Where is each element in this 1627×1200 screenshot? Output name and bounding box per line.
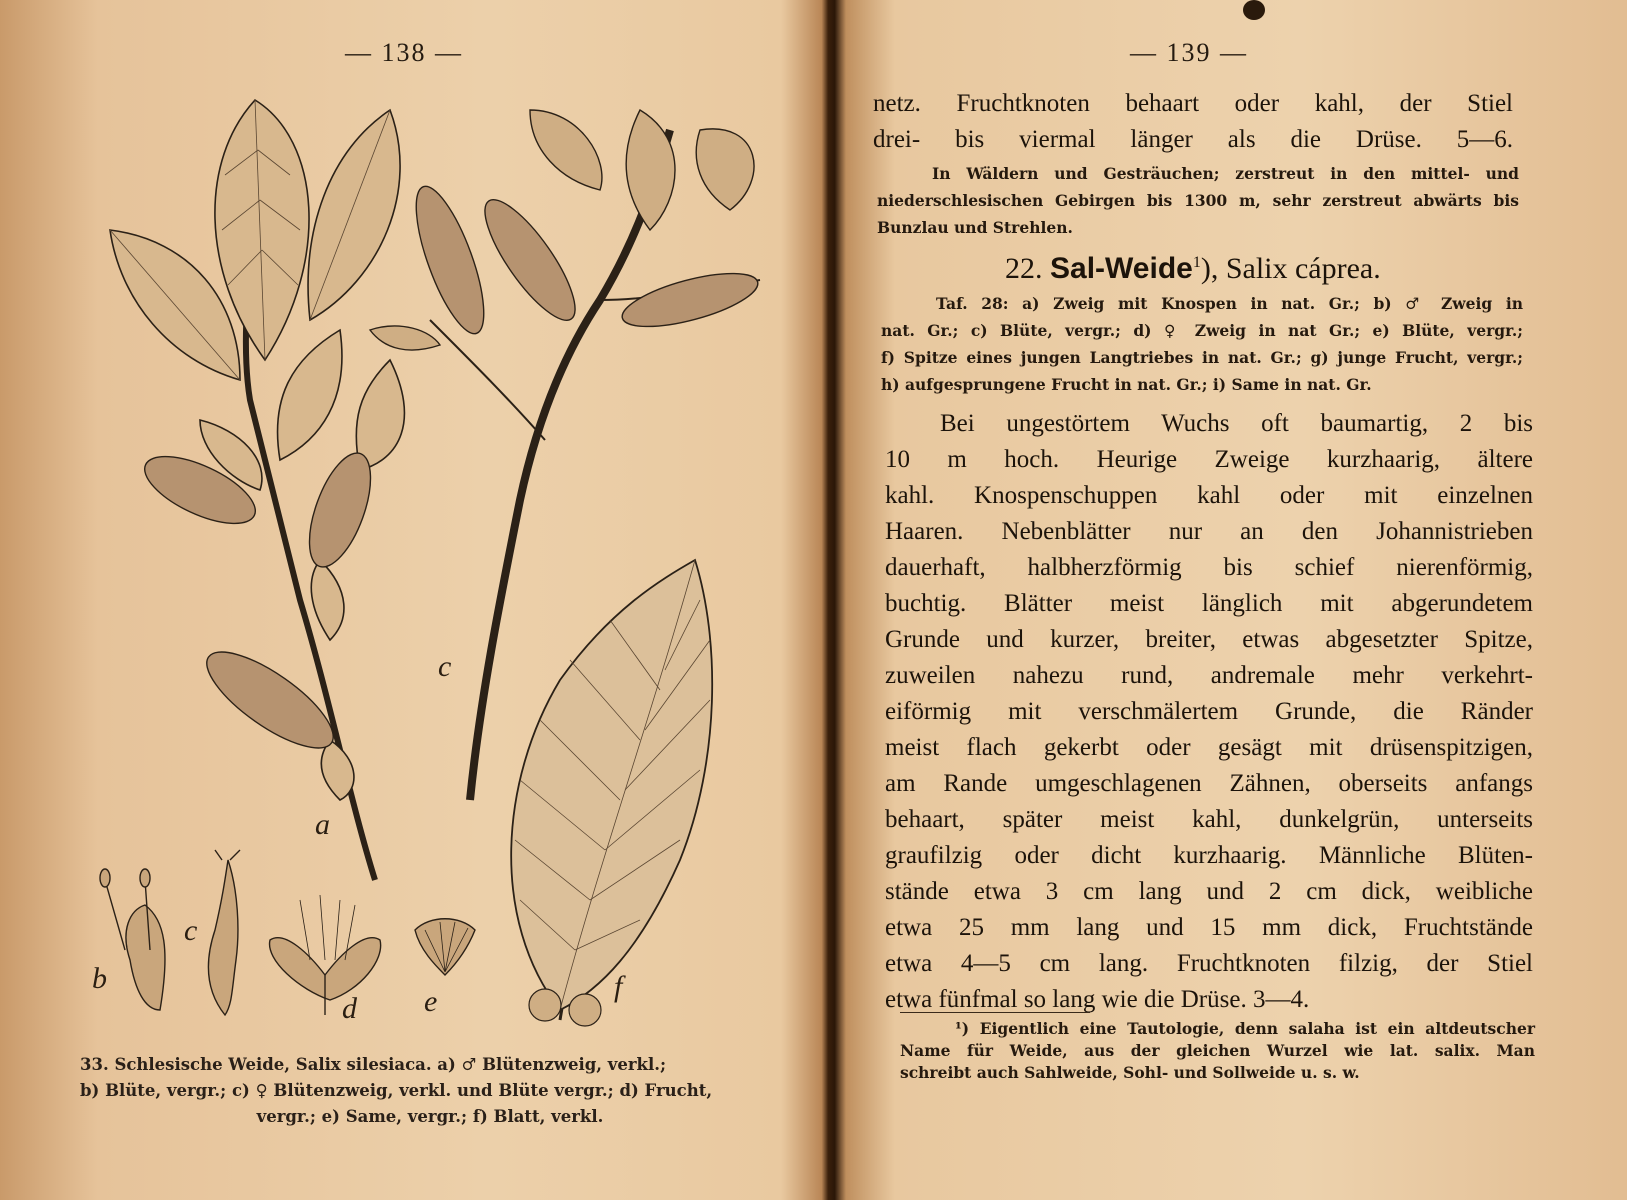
figure-label-a: a (315, 808, 330, 841)
right-page (835, 0, 1627, 1200)
text-line: In Wäldern und Gesträuchen; zerstreut in den mittel- und (932, 164, 1519, 183)
text-line: 10 m hoch. Heurige Zweige kurzhaarig, ältere (885, 446, 1533, 473)
text-line: meist flach gekerbt oder gesägt mit drüsenspitzigen, (885, 734, 1533, 761)
ink-stain (1243, 0, 1265, 20)
leaf (626, 110, 675, 230)
text-line: zuweilen nahezu rund, andremale mehr verkehrt- (885, 662, 1533, 689)
text-line: graufilzig oder dicht kurzhaarig. Männliche Blüten- (885, 842, 1533, 869)
text-line: am Rande umgeschlagenen Zähnen, oberseits anfangs (885, 770, 1533, 797)
species-name: Sal-Weide (1050, 252, 1193, 285)
text-line: Grunde und kurzer, breiter, etwas abgesetzter Spitze, (885, 626, 1533, 653)
text-line: niederschlesischen Gebirgen bis 1300 m, sehr zerstreut abwärts bis (877, 191, 1519, 210)
leaf (530, 110, 602, 190)
seed-e (415, 919, 475, 975)
leaf (278, 330, 342, 460)
figure-caption (80, 1052, 780, 1130)
text-line: etwa 25 mm lang und 15 mm dick, Fruchtstände (885, 914, 1533, 941)
figure-label-c-branch: c (438, 650, 452, 683)
text-line: etwa fünfmal so lang wie die Drüse. 3—4. (885, 986, 1310, 1013)
text-line: buchtig. Blätter meist länglich mit abgerundetem (885, 590, 1533, 617)
page-number-left: — 138 — (345, 38, 463, 67)
leaf (311, 560, 344, 640)
text-line: drei- bis viermal länger als die Drüse. 5—6. (873, 126, 1513, 153)
leaf (356, 360, 404, 470)
text-line: dauerhaft, halbherzförmig bis schief nierenförmig, (885, 554, 1533, 581)
flower-c (208, 860, 238, 1015)
text-line: Name für Weide, aus der gleichen Wurzel wie lat. salix. Man (900, 1041, 1535, 1060)
flower-b (126, 905, 165, 1010)
caption-line: vergr.; e) Same, vergr.; f) Blatt, verkl. (256, 1107, 604, 1126)
text-line: Haaren. Nebenblätter nur an den Johannistrieben (885, 518, 1533, 545)
text-line: kahl. Knospenschuppen kahl oder mit einzelnen (885, 482, 1533, 509)
text-line: Taf. 28: a) Zweig mit Knospen in nat. Gr.; b) ♂ Zweig in (936, 294, 1523, 313)
text-line: schreibt auch Sahlweide, Sohl- und Sollweide u. s. w. (900, 1063, 1360, 1082)
text-line: Bunzlau und Strehlen. (877, 218, 1073, 237)
figure-label-f: f (614, 970, 623, 1003)
text-line: f) Spitze eines jungen Langtriebes in nat. Gr.; g) junge Frucht, vergr.; (881, 348, 1523, 367)
page-number-right: — 139 — (1130, 38, 1248, 67)
caption-line: b) Blüte, vergr.; c) ♀ Blütenzweig, verkl. und Blüte vergr.; d) Frucht, (80, 1081, 713, 1100)
figure-label-c-detail: c (184, 914, 198, 947)
figure-label-d: d (342, 992, 357, 1025)
footnote-divider (900, 1012, 1090, 1013)
text-line: stände etwa 3 cm lang und 2 cm dick, weibliche (885, 878, 1533, 905)
leaf (321, 740, 354, 800)
leaf (696, 129, 754, 210)
text-line: nat. Gr.; c) Blüte, vergr.; d) ♀ Zweig in nat Gr.; e) Blüte, vergr.; (881, 321, 1523, 340)
botanical-illustration (0, 0, 815, 1050)
description-text (885, 406, 1533, 1018)
text-line: behaart, später meist kahl, dunkelgrün, unterseits (885, 806, 1533, 833)
plate-reference (881, 290, 1523, 398)
figure-label-b: b (92, 962, 107, 995)
text-line: etwa 4—5 cm lang. Fruchtknoten filzig, der Stiel (885, 950, 1533, 977)
caption-line: 33. Schlesische Weide, Salix silesiaca. a) ♂ Blütenzweig, verkl.; (80, 1055, 667, 1074)
leaf (370, 326, 440, 350)
text-line: netz. Fruchtknoten behaart oder kahl, der Stiel (873, 90, 1513, 117)
species-latin: ), Salix cáprea. (1200, 252, 1381, 285)
species-heading (1005, 252, 1381, 286)
species-number: 22. (1005, 252, 1043, 285)
footnote (900, 1018, 1535, 1084)
figure-label-e: e (424, 985, 438, 1018)
habitat-text (877, 160, 1519, 241)
willow-illustration-svg (0, 0, 815, 1050)
text-line: eiförmig mit verschmälertem Grunde, die Ränder (885, 698, 1533, 725)
text-line: Bei ungestörtem Wuchs oft baumartig, 2 bis (940, 410, 1533, 437)
continuation-text (873, 86, 1513, 158)
text-line: ¹) Eigentlich eine Tautologie, denn salaha ist ein altdeutscher (955, 1019, 1535, 1038)
text-line: h) aufgesprungene Frucht in nat. Gr.; i) Same in nat. Gr. (881, 375, 1372, 394)
footnote-mark: 1 (1192, 254, 1201, 271)
